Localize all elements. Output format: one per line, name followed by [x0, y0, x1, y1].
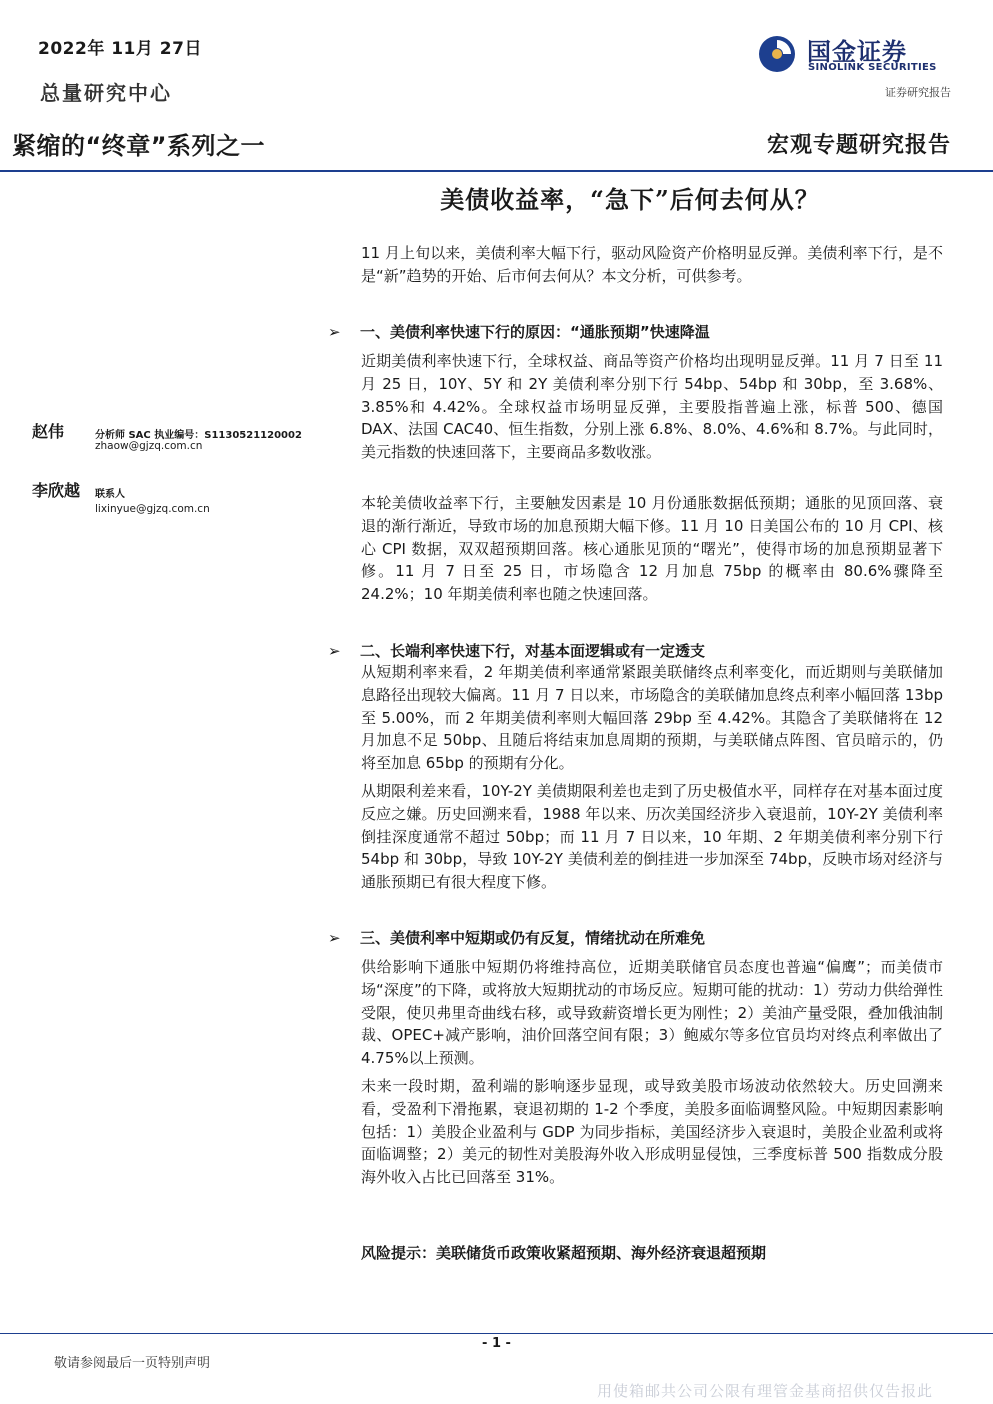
analyst-name: 赵伟 [32, 422, 65, 441]
analyst-role: 联系人 [95, 489, 125, 500]
series-title: 紧缩的“终章”系列之一 [12, 132, 266, 160]
report-type: 宏观专题研究报告 [766, 132, 951, 158]
section-1-paragraph-1: 近期美债利率快速下行，全球权益、商品等资产价格均出现明显反弹。11 月 7 日至 11 月 25 日，10Y、5Y 和 2Y 美债利率分别下行 54bp、54bp 和 30bp，至 3.68%、3.85%和 4.42%。全球权益市场明显反弹，主要股指普遍上涨，标普 500、德国 DAX、法国 CAC40、恒生指数，分别上涨 6.8%、8.0%、4.6%和 8.7%。与此同时，美元指数的快速回落下，主要商品多数收涨。 [361, 352, 943, 462]
logo-text-cn: 国金证券 [807, 38, 907, 66]
report-category: 证券研究报告 [885, 86, 951, 99]
bullet-arrow-icon: ➢ [328, 929, 341, 947]
analyst-email[interactable]: lixinyue@gjzq.com.cn [95, 503, 210, 515]
risk-warning: 风险提示：美联储货币政策收紧超预期、海外经济衰退超预期 [361, 1244, 767, 1262]
section-3-paragraph-2: 未来一段时期，盈利端的影响逐步显现，或导致美股市场波动依然较大。历史回溯来看，受盈利下滑拖累，衰退初期的 1-2 个季度，美股多面临调整风险。中短期因素影响包括：1）美股企业盈利与 GDP 为同步指标，美国经济步入衰退时，美股企业盈利或将面临调整；2）美元的韧性对美股海外收入形成明显侵蚀，三季度标普 500 指数成分股海外收入占比已回落至 31%。 [361, 1077, 943, 1187]
report-title: 美债收益率，“急下”后何去何从？ [440, 185, 820, 214]
section-1-heading [328, 321, 948, 342]
logo-text-en: SINOLINK SECURITIES [808, 62, 937, 73]
bullet-arrow-icon: ➢ [328, 323, 341, 341]
section-2-heading [328, 640, 948, 661]
disclaimer-note: 敬请参阅最后一页特别声明 [54, 1356, 211, 1371]
watermark: 用使箱邮共公司公限有理管金基商招供仅告报此 [596, 1382, 933, 1400]
footer-divider [0, 1333, 993, 1334]
section-heading-text: 二、长端利率快速下行，对基本面逻辑或有一定透支 [360, 642, 706, 660]
section-3-heading [328, 927, 948, 948]
bullet-arrow-icon: ➢ [328, 642, 341, 660]
report-date: 2022年 11月 27日 [38, 39, 202, 59]
section-3-paragraph-1: 供给影响下通胀中短期仍将维持高位，近期美联储官员态度也普遍“偏鹰”；而美债市场“深度”的下降，或将放大短期扰动的市场反应。短期可能的扰动：1）劳动力供给弹性受限，使贝弗里奇曲线右移，或导致薪资增长更为刚性；2）美油产量受限，叠加俄油制裁、OPEC+减产影响，油价回落空间有限；3）鲍威尔等多位官员均对终点利率做出了 4.75%以上预测。 [361, 958, 943, 1068]
section-2-paragraph-1: 从短期利率来看，2 年期美债利率通常紧跟美联储终点利率变化，而近期则与美联储加息路径出现较大偏离。11 月 7 日以来，市场隐含的美联储加息终点利率小幅回落 13bp 至 5.00%，而 2 年期美债利率则大幅回落 29bp 至 4.42%。其隐含了美联储将在 12 月加息不足 50bp、且随后将结束加息周期的预期，与美联储点阵图、官员暗示的，仍将至加息 65bp 的预期有分化。 [361, 663, 943, 773]
intro-paragraph: 11 月上旬以来，美债利率大幅下行，驱动风险资产价格明显反弹。美债利率下行，是不是“新”趋势的开始、后市何去何从？本文分析，可供参考。 [361, 244, 943, 285]
analyst-name: 李欣越 [32, 481, 81, 500]
section-heading-text: 三、美债利率中短期或仍有反复，情绪扰动在所难免 [360, 929, 706, 947]
logo-mark-icon [757, 34, 797, 74]
section-2-paragraph-2: 从期限利差来看，10Y-2Y 美债期限利差也走到了历史极值水平，同样存在对基本面过度反应之嫌。历史回溯来看，1988 年以来、历次美国经济步入衰退前，10Y-2Y 美债利率倒挂深度通常不超过 50bp；而 11 月 7 日以来，10 年期、2 年期美债利率分别下行 54bp 和 30bp，导致 10Y-2Y 美债利差的倒挂进一步加深至 74bp，反映市场对经济与通胀预期已有很大程度下修。 [361, 782, 943, 892]
page-number: - 1 - [482, 1336, 511, 1351]
analyst-email[interactable]: zhaow@gjzq.com.cn [95, 440, 203, 452]
analyst-sac-id: 分析师 SAC 执业编号：S1130521120002 [95, 430, 302, 441]
section-1-paragraph-2: 本轮美债收益率下行，主要触发因素是 10 月份通胀数据低预期；通胀的见顶回落、衰退的渐行渐近，导致市场的加息预期大幅下修。11 月 10 日美国公布的 10 月 CPI、核心 CPI 数据，双双超预期回落。核心通胀见顶的“曙光”，使得市场的加息预期显著下修。11 月 7 日至 25 日，市场隐含 12 月加息 75bp 的概率由 80.6%骤降至 24.2%；10 年期美债利率也随之快速回落。 [361, 494, 943, 604]
research-center: 总量研究中心 [40, 81, 172, 105]
section-heading-text: 一、美债利率快速下行的原因：“通胀预期”快速降温 [360, 323, 710, 341]
header-divider [0, 170, 993, 172]
company-logo [757, 32, 947, 78]
